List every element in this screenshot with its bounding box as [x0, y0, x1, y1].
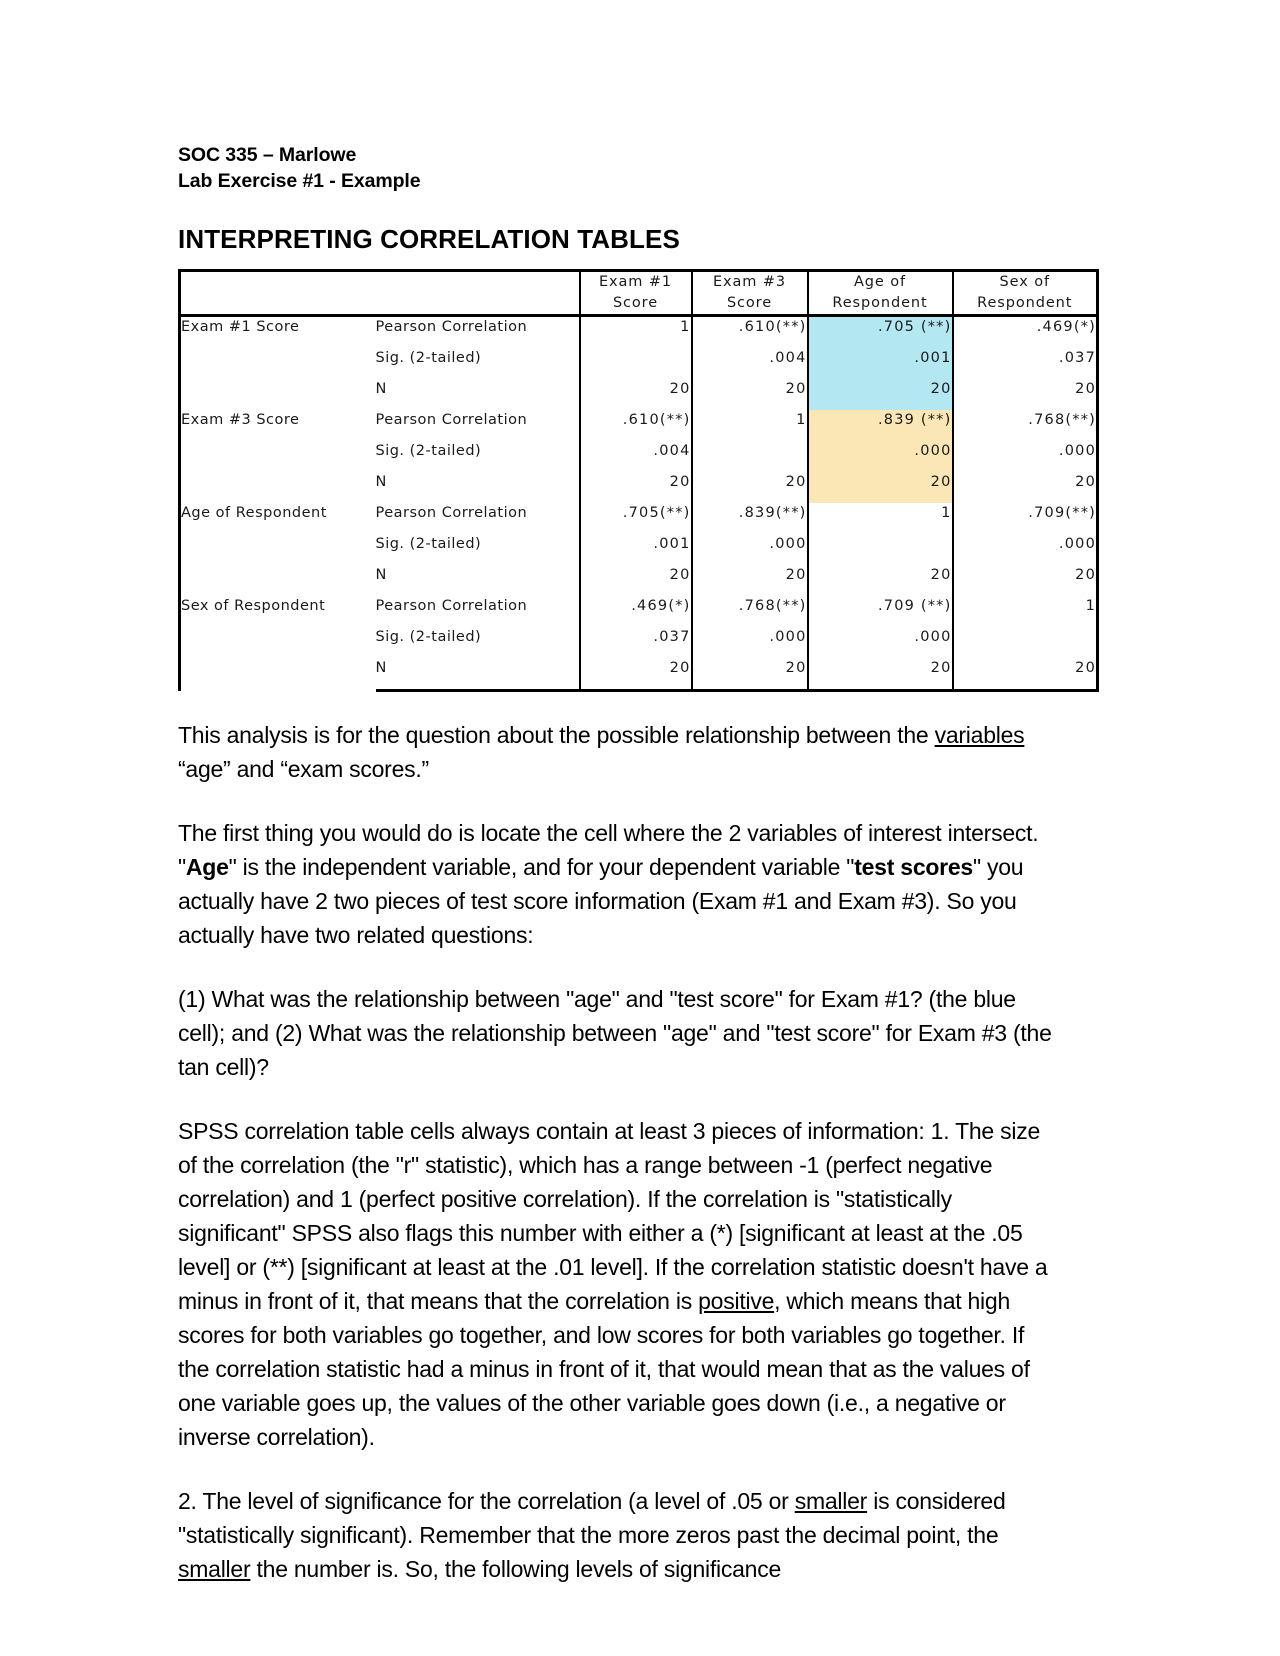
- table-header: [180, 271, 1098, 316]
- table-body: [180, 316, 1098, 691]
- p5-underlined-smaller-1: smaller: [794, 1488, 868, 1514]
- paragraph-5: [178, 1484, 1058, 1586]
- cell-exam1-age-sig: .001: [808, 348, 953, 379]
- stat-label-pearson: Pearson Correlation: [375, 505, 528, 521]
- p5-part-a: 2. The level of significance for the correlation (a level of .05 or: [178, 1488, 795, 1514]
- cell-exam1-exam3-sig: .004: [692, 348, 808, 379]
- cell-age-sex-n: 20: [953, 565, 1098, 596]
- cell-sex-age-n: 20: [808, 658, 953, 691]
- paragraph-2: [178, 816, 1058, 952]
- cell-exam3-age-n: 20: [808, 472, 953, 503]
- table-corner-blank-2: [376, 271, 580, 316]
- document-header-block: [178, 142, 1088, 194]
- correlation-table: [178, 269, 1099, 692]
- cell-sex-sex-n: 20: [953, 658, 1098, 691]
- cell-exam1-exam1-r: 1: [580, 316, 692, 349]
- p5-part-c: the number is. So, the following levels of significance: [250, 1556, 781, 1582]
- cell-exam1-exam1-sig: [580, 348, 692, 379]
- cell-exam1-sex-sig: .037: [953, 348, 1098, 379]
- cell-exam1-age-n: 20: [808, 379, 953, 410]
- cell-sex-sex-r: 1: [953, 596, 1098, 627]
- table-row: [180, 410, 1098, 441]
- cell-exam3-exam3-n: 20: [692, 472, 808, 503]
- course-line: SOC 335 – Marlowe: [178, 144, 357, 166]
- table-row: [180, 596, 1098, 627]
- p5-underlined-smaller-2: smaller: [178, 1556, 251, 1582]
- stat-label-n: N: [375, 381, 387, 397]
- cell-age-exam1-sig: .001: [580, 534, 692, 565]
- cell-age-sex-r: .709(**): [953, 503, 1098, 534]
- cell-exam1-sex-r: .469(*): [953, 316, 1098, 349]
- p1-part-b: “age” and “exam scores.”: [178, 756, 429, 782]
- stat-label-sig: Sig. (2-tailed): [375, 443, 482, 459]
- cell-age-age-n: 20: [808, 565, 953, 596]
- cell-exam3-age-r: .839 (**): [808, 410, 953, 441]
- body-text: [178, 718, 1058, 1586]
- cell-exam3-exam1-sig: .004: [580, 441, 692, 472]
- column-header-age-line1: Age of: [853, 274, 907, 290]
- cell-exam3-age-sig: .000: [808, 441, 953, 472]
- cell-exam1-exam3-r: .610(**): [692, 316, 808, 349]
- cell-exam3-exam3-sig: [692, 441, 808, 472]
- column-header-exam3-line2: Score: [726, 295, 773, 311]
- cell-exam3-sex-n: 20: [953, 472, 1098, 503]
- cell-exam1-exam3-n: 20: [692, 379, 808, 410]
- cell-age-sex-sig: .000: [953, 534, 1098, 565]
- p2-part-a: The first thing you would do is locate the cell where the 2 variables of interest intersect. ": [178, 820, 1039, 880]
- cell-exam1-sex-n: 20: [953, 379, 1098, 410]
- column-header-exam1: [580, 271, 692, 316]
- stat-label-sig: Sig. (2-tailed): [375, 350, 482, 366]
- stat-label-n: N: [375, 474, 387, 490]
- cell-age-exam3-r: .839(**): [692, 503, 808, 534]
- cell-sex-age-sig: .000: [808, 627, 953, 658]
- paragraph-1: [178, 718, 1058, 786]
- cell-age-exam3-n: 20: [692, 565, 808, 596]
- column-header-sex-line1: Sex of: [999, 274, 1050, 290]
- row-label-sex-of-respondent: Sex of Respondent: [180, 596, 376, 691]
- paragraph-4: [178, 1114, 1058, 1454]
- document-content: [178, 142, 1096, 1586]
- paragraph-3: (1) What was the relationship between "age" and "test score" for Exam #1? (the blue cell); and (2) What was the relationship between "age" and "test score" for Exam #3 (the tan cell)?: [178, 986, 1052, 1080]
- cell-age-age-r: 1: [808, 503, 953, 534]
- cell-age-age-sig: [808, 534, 953, 565]
- column-header-exam3: [692, 271, 808, 316]
- cell-sex-age-r: .709 (**): [808, 596, 953, 627]
- cell-sex-exam1-sig: .037: [580, 627, 692, 658]
- cell-sex-exam3-n: 20: [692, 658, 808, 691]
- assignment-line: Lab Exercise #1 - Example: [178, 170, 421, 192]
- column-header-sex: [953, 271, 1098, 316]
- cell-exam1-exam1-n: 20: [580, 379, 692, 410]
- stat-label-n: N: [375, 567, 387, 583]
- row-label-exam1-score: Exam #1 Score: [180, 316, 376, 411]
- cell-sex-exam3-r: .768(**): [692, 596, 808, 627]
- cell-sex-sex-sig: [953, 627, 1098, 658]
- table-corner-blank: [180, 271, 376, 316]
- p2-bold-age: Age: [185, 854, 229, 880]
- table-row: [180, 503, 1098, 534]
- column-header-age-line2: Respondent: [832, 295, 928, 311]
- cell-age-exam1-n: 20: [580, 565, 692, 596]
- column-header-sex-line2: Respondent: [977, 295, 1073, 311]
- cell-age-exam3-sig: .000: [692, 534, 808, 565]
- cell-age-exam1-r: .705(**): [580, 503, 692, 534]
- p2-part-b: " is the independent variable, and for your dependent variable ": [228, 854, 855, 880]
- stat-label-sig: Sig. (2-tailed): [375, 629, 482, 645]
- table-row: [180, 316, 1098, 349]
- page-title: INTERPRETING CORRELATION TABLES: [178, 224, 680, 254]
- column-header-exam1-line1: Exam #1: [598, 274, 673, 290]
- p1-underlined-variables: variables: [934, 722, 1025, 748]
- cell-sex-exam3-sig: .000: [692, 627, 808, 658]
- stat-label-pearson: Pearson Correlation: [375, 412, 528, 428]
- stat-label-sig: Sig. (2-tailed): [375, 536, 482, 552]
- row-label-exam3-score: Exam #3 Score: [180, 410, 376, 503]
- column-header-exam1-line2: Score: [612, 295, 659, 311]
- cell-sex-exam1-r: .469(*): [580, 596, 692, 627]
- cell-exam3-exam1-r: .610(**): [580, 410, 692, 441]
- cell-exam3-exam3-r: 1: [692, 410, 808, 441]
- correlation-table-wrap: [178, 269, 1096, 692]
- row-label-age-of-respondent: Age of Respondent: [180, 503, 376, 596]
- stat-label-pearson: Pearson Correlation: [375, 319, 528, 335]
- p2-bold-test-scores: test scores: [854, 854, 973, 880]
- column-header-exam3-line1: Exam #3: [712, 274, 787, 290]
- p4-part-b: , which means that high scores for both variables go together, and low scores for both variables go together. If the correlation statistic had a minus in front of it, that would mean that as the values of one variable goes up, the values of the other variable goes down (i.e., a negative or inverse correlation).: [178, 1288, 1030, 1450]
- p2-part-c: " you actually have 2 two pieces of test score information (Exam #1 and Exam #3). So you actually have two related questions:: [178, 854, 1024, 948]
- column-header-age: [808, 271, 953, 316]
- stat-label-pearson: Pearson Correlation: [375, 598, 528, 614]
- cell-exam3-sex-sig: .000: [953, 441, 1098, 472]
- cell-exam3-sex-r: .768(**): [953, 410, 1098, 441]
- cell-sex-exam1-n: 20: [580, 658, 692, 691]
- p4-part-a: SPSS correlation table cells always contain at least 3 pieces of information: 1. The size of the correlation (the "r" statistic), which has a range between -1 (perfect negative correlation) and 1 (perfect positive correlation). If the correlation is "statistically significant" SPSS also flags this number with either a (*) [significant at least at the .05 level] or (**) [significant at least at the .01 level]. If the correlation statistic doesn't have a minus in front of it, that means that the correlation is: [178, 1118, 1048, 1314]
- stat-label-n: N: [376, 658, 580, 691]
- p4-underlined-positive: positive: [698, 1288, 775, 1314]
- p5-part-b: is considered "statistically significant). Remember that the more zeros past the decimal point, the: [178, 1488, 1006, 1548]
- p1-part-a: This analysis is for the question about the possible relationship between the: [178, 722, 935, 748]
- cell-exam1-age-r: .705 (**): [808, 316, 953, 349]
- cell-exam3-exam1-n: 20: [580, 472, 692, 503]
